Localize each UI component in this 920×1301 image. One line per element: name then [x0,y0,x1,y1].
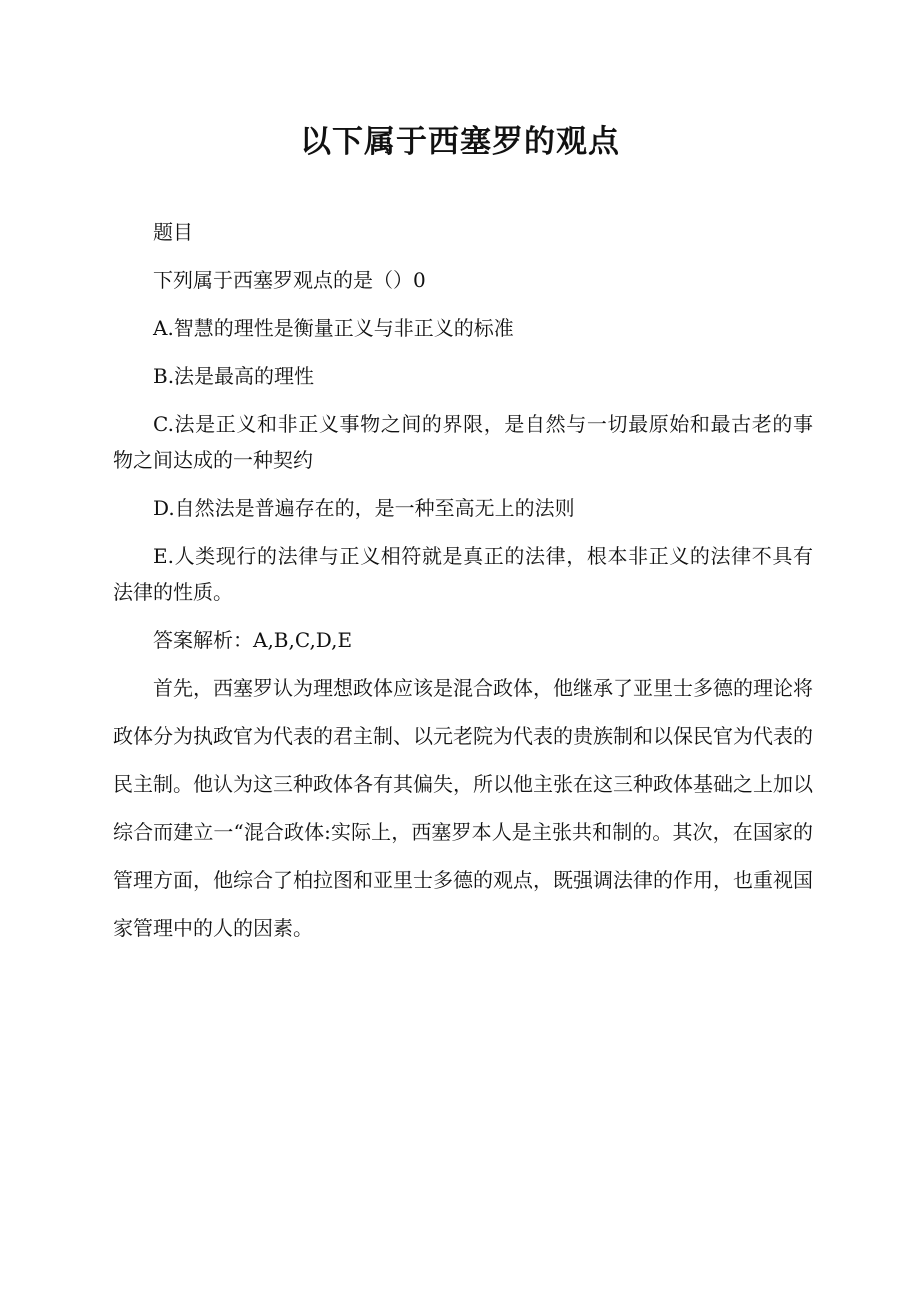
explanation-paragraph: 首先，西塞罗认为理想政体应该是混合政体，他继承了亚里士多德的理论将政体分为执政官为代表的君主制、以元老院为代表的贵族制和以保民官为代表的民主制。他认为这三种政体各有其偏失，所以他主张在这三种政体基础之上加以综合而建立一“混合政体:实际上，西塞罗本人是主张共和制的。其次，在国家的管理方面，他综合了柏拉图和亚里士多德的观点，既强调法律的作用，也重视国家管理中的人的因素。 [113,676,813,940]
option-c: C.法是正义和非正义事物之间的界限，是自然与一切最原始和最古老的事物之间达成的一种契约 [113,412,813,472]
section-label: 题目 [153,220,193,244]
option-d: D.自然法是普遍存在的，是一种至高无上的法则 [153,496,575,520]
document-title: 以下属于西塞罗的观点 [300,124,620,160]
question-text: 下列属于西塞罗观点的是（）0 [153,268,426,292]
option-e: E.人类现行的法律与正义相符就是真正的法律，根本非正义的法律不具有法律的性质。 [113,544,813,604]
answer-line: 答案解析：A,B,C,D,E [153,628,353,652]
document-body [113,214,813,964]
option-b: B.法是最高的理性 [153,364,315,388]
option-a: A.智慧的理性是衡量正义与非正义的标准 [153,316,514,340]
